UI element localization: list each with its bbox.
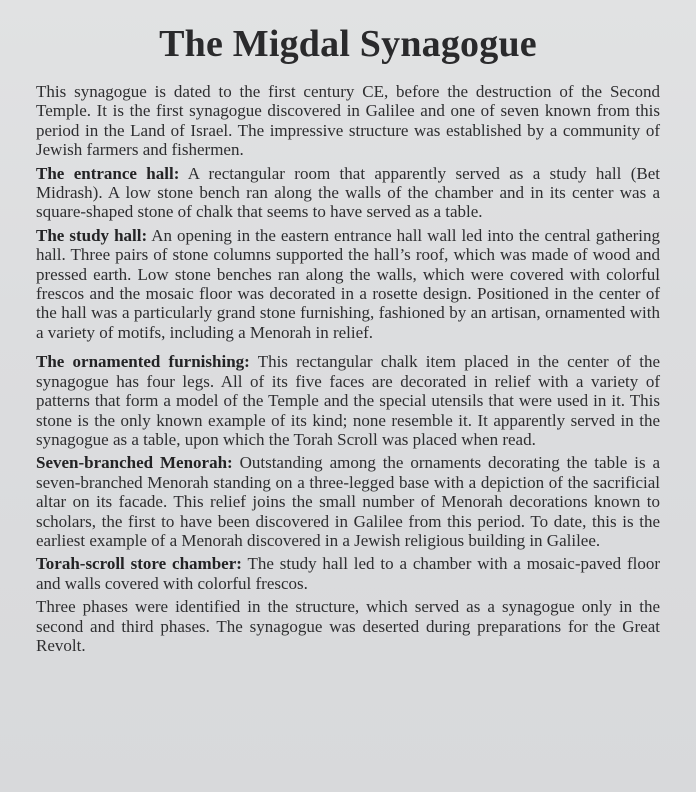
ornamented-furnishing-heading: The ornamented furnishing:	[36, 352, 250, 372]
entrance-hall-heading: The entrance hall:	[36, 163, 180, 183]
sign-title: The Migdal Synagogue	[159, 23, 537, 65]
study-hall-text: An opening in the eastern entrance hall wall led into the central gathering hall. Three pairs of stone columns supported the hall’s roof, which was made of wood and pressed earth. Low stone benches ran along the walls, which were covered with colorful frescos and the mosaic floor was decorated in a rosette design. Positioned in the center of the hall was a particularly grand stone furnishing, fashioned by an artisan, ornamented with a variety of motifs, including a Menorah in relief.	[36, 225, 660, 342]
menorah-paragraph	[36, 453, 660, 550]
intro-paragraph: This synagogue is dated to the first century CE, before the destruction of the Second Temple. It is the first synagogue discovered in Galilee and one of seven known from this period in the Land of Israel. The impressive structure was established by a community of Jewish farmers and fishermen.	[36, 82, 660, 160]
menorah-heading: Seven-branched Menorah:	[36, 453, 233, 473]
ornamented-furnishing-paragraph	[36, 352, 660, 449]
menorah-text: Outstanding among the ornaments decorating the table is a seven-branched Menorah standing on a three-legged base with a depiction of the sacrificial altar on its facade. This relief joins the small number of Menorah decorations known to scholars, the first to have been discovered in Galilee from this period. To date, this is the earliest example of a Menorah discovered in a Jewish religious building in Galilee.	[36, 453, 660, 550]
study-hall-heading: The study hall:	[36, 225, 148, 245]
torah-chamber-heading: Torah-scroll store chamber:	[36, 554, 242, 574]
ornamented-furnishing-text: This rectangular chalk item placed in the center of the synagogue has four legs. All of its five faces are decorated in relief with a variety of patterns that form a model of the Temple and the special utensils that were used in it. This stone is the only known example of its kind; none resemble it. It apparently served in the synagogue as a table, upon which the Torah Scroll was placed when read.	[36, 352, 660, 449]
entrance-hall-text: A rectangular room that apparently served as a study hall (Bet Midrash). A low stone bench ran along the walls of the chamber and in its center was a square-shaped stone of chalk that seems to have served as a table.	[36, 163, 660, 222]
torah-chamber-text: The study hall led to a chamber with a mosaic-paved floor and walls covered with colorful frescos.	[36, 554, 660, 593]
closing-paragraph: Three phases were identified in the structure, which served as a synagogue only in the second and third phases. The synagogue was deserted during preparations for the Great Revolt.	[36, 597, 660, 655]
torah-chamber-paragraph	[36, 554, 660, 593]
study-hall-paragraph	[36, 226, 660, 342]
entrance-hall-paragraph	[36, 164, 660, 222]
